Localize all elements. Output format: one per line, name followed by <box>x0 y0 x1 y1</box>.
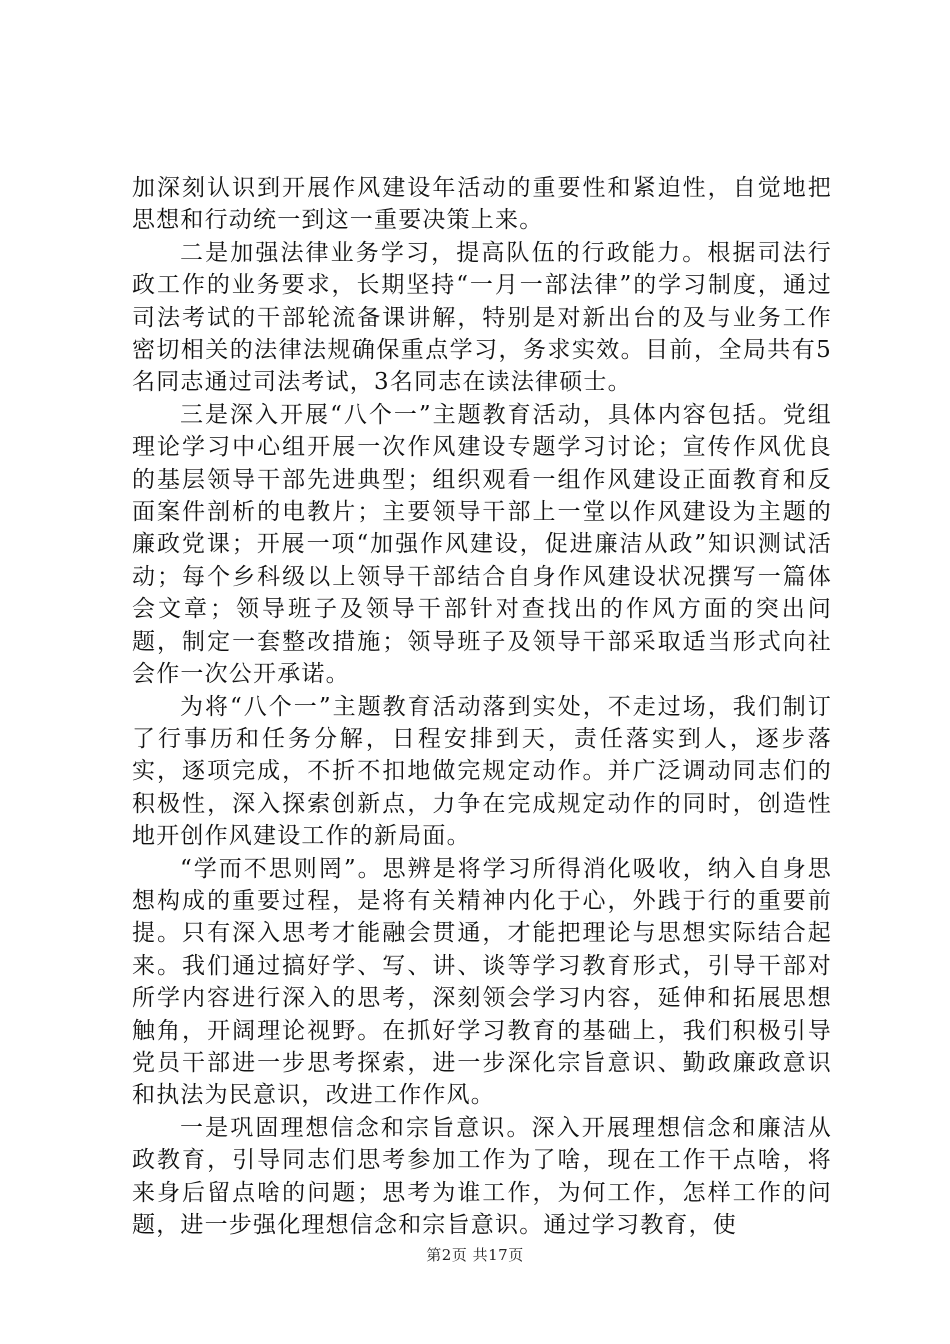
paragraph-5: “学而不思则罔”。思辨是将学习所得消化吸收，纳入自身思想构成的重要过程，是将有关精神内化于心，外践于行的重要前提。只有深入思考才能融会贯通，才能把理论与思想实际结合起来。我们通过搞好学、写、讲、谈等学习教育形式，引导干部对所学内容进行深入的思考，深刻领会学习内容，延伸和拓展思想触角，开阔理论视野。在抓好学习教育的基础上，我们积极引导党员干部进一步思考探索，进一步深化宗旨意识、勤政廉政意识和执法为民意识，改进工作作风。 <box>132 855 832 1109</box>
paragraph-3: 三是深入开展“八个一”主题教育活动，具体内容包括。党组理论学习中心组开展一次作风建设专题学习讨论；宣传作风优良的基层领导干部先进典型；组织观看一组作风建设正面教育和反面案件剖析的电教片；主要领导干部上一堂以作风建设为主题的廉政党课；开展一项“加强作风建设，促进廉洁从政”知识测试活动；每个乡科级以上领导干部结合自身作风建设状况撰写一篇体会文章；领导班子及领导干部针对查找出的作风方面的突出问题，制定一套整改措施；领导班子及领导干部采取适当形式向社会作一次公开承诺。 <box>132 401 832 688</box>
document-body <box>132 172 832 1241</box>
paragraph-4: 为将“八个一”主题教育活动落到实处，不走过场，我们制订了行事历和任务分解，日程安排到天，责任落实到人，逐步落实，逐项完成，不折不扣地做完规定动作。并广泛调动同志们的积极性，深入探索创新点，力争在完成规定动作的同时，创造性地开创作风建设工作的新局面。 <box>132 693 832 850</box>
page-number-footer: 第2页 共17页 <box>426 1246 524 1264</box>
paragraph-1: 加深刻认识到开展作风建设年活动的重要性和紧迫性，自觉地把思想和行动统一到这一重要决策上来。 <box>132 175 832 234</box>
paragraph-6: 一是巩固理想信念和宗旨意识。深入开展理想信念和廉洁从政教育，引导同志们思考参加工作为了啥，现在工作干点啥，将来身后留点啥的问题；思考为谁工作，为何工作，怎样工作的问题，进一步强化理想信念和宗旨意识。通过学习教育，使 <box>132 1114 832 1238</box>
paragraph-2: 二是加强法律业务学习，提高队伍的行政能力。根据司法行政工作的业务要求，长期坚持“一月一部法律”的学习制度，通过司法考试的干部轮流备课讲解，特别是对新出台的及与业务工作密切相关的法律法规确保重点学习，务求实效。目前，全局共有5名同志通过司法考试，3名同志在读法律硕士。 <box>132 239 832 396</box>
